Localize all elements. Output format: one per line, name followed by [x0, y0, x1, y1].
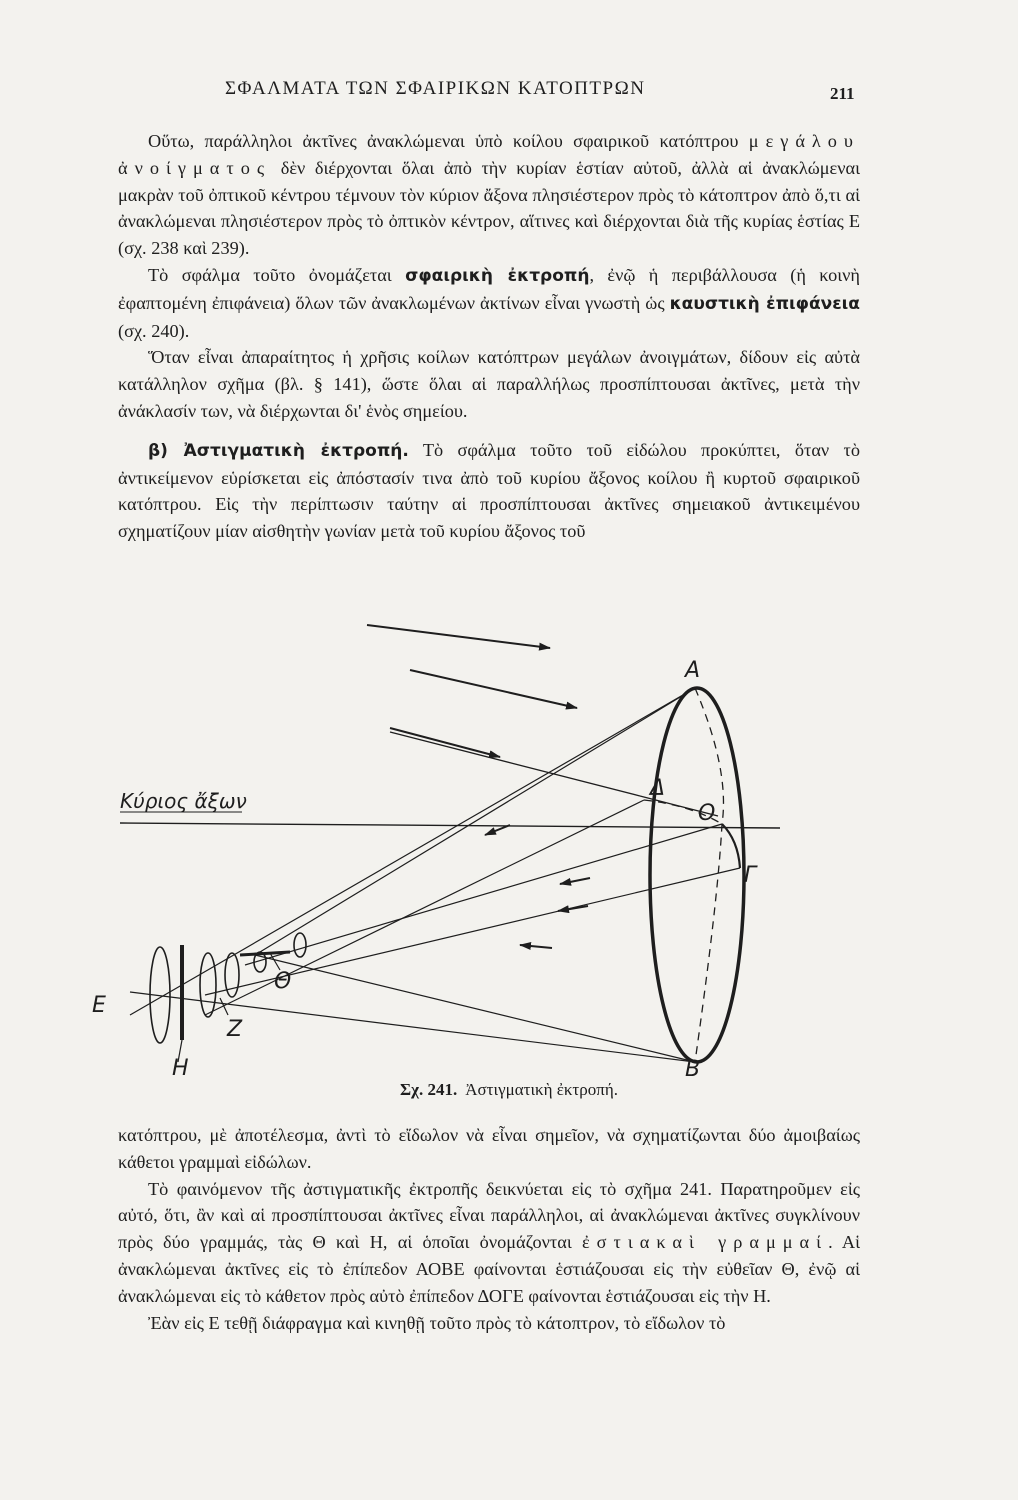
beam-cross-section [225, 953, 239, 997]
principal-axis-line [120, 823, 780, 828]
label-G: Γ [744, 863, 757, 888]
term-spherical-aberration: σφαιρικὴ ἐκτροπή [405, 265, 590, 286]
mirror-outline [650, 688, 744, 1062]
page-number: 211 [830, 84, 855, 103]
label-O: O [698, 801, 716, 826]
paragraph-diaphragm: Ἐὰν εἰς Ε τεθῇ διάφραγμα καὶ κινηθῇ τοῦτο πρὸς τὸ κάτοπτρον, τὸ εἴδωλον τὸ [148, 1312, 726, 1333]
paragraph-spherical-2 [118, 262, 860, 344]
label-Theta: Θ [274, 969, 292, 994]
reflected-direction-arrow [558, 906, 588, 911]
caption-text: Ἀστιγματικὴ ἐκτροπή. [465, 1080, 618, 1099]
label-A: A [685, 658, 701, 683]
reflected-ray [255, 955, 695, 1062]
incident-ray [367, 625, 550, 648]
reflected-direction-arrow [560, 878, 590, 884]
incident-ray [390, 728, 500, 757]
beam-cross-section [294, 933, 306, 957]
paragraph-spherical-1 [118, 128, 860, 262]
text-run: Τὸ φαινόμενον τῆς ἀστιγματικῆς ἐκτροπῆς δεικνύεται εἰς τὸ σχῆμα 241. Παρατηροῦμεν εἰς αὐτό, ὅτι, ἂν καὶ αἱ προσπίπτουσαι ἀκτῖνες εἶναι παράλληλοι, αἱ ἀνακλώμεναι ἀκτῖνες συγκλίνουν πρὸς δύο γραμμάς, τὰς Θ καὶ Η, αἱ ὁποῖαι ὀνομάζονται [118, 1178, 860, 1253]
label-B: B [685, 1057, 701, 1080]
text-run: δὲν διέρχονται ὅλαι ἀπὸ τὴν κυρίαν ἑστίαν αὐτοῦ, ἀλλὰ αἱ ἀνακλώμεναι μακρὰν τοῦ ὀπτικοῦ κέντρου τέμνουν τὸν κύριον ἄξονα πλησιέστερον πρὸς τὸ κάτοπτρον ἀπὸ ὅ,τι αἱ ἀνακλώμεναι πλησιέστερον πρὸς τὸ ὀπτικὸν κέντρον, αἵτινες καὶ διέρχονται διὰ τῆς κυρίας ἑστίας Ε (σχ. 238 καὶ 239). [118, 157, 860, 259]
running-head: ΣΦΑΛΜΑΤΑ ΤΩΝ ΣΦΑΙΡΙΚΩΝ ΚΑΤΟΠΤΡΩΝ [225, 78, 646, 99]
lower-text [118, 1122, 860, 1336]
spaced-emphasis: μεγάλου ἀνοίγματος [118, 131, 860, 178]
text-run: , ἐνῷ ἡ περιβάλλουσα (ἡ κοινὴ ἐφαπτομένη ἐπιφάνεια) ὅλων τῶν ἀνακλωμένων ἀκτίνων εἶναι γνωστὴ ὡς [118, 264, 860, 313]
paragraph-continued: κατόπτρου, μὲ ἀποτέλεσμα, ἀντὶ τὸ εἴδωλον νὰ εἶναι σημεῖον, νὰ σχηματίζωνται δύο ἀμοιβαίως κάθετοι γραμμαὶ εἰδώλων. [118, 1125, 860, 1172]
upper-text [118, 128, 860, 545]
term-caustic-surface: καυστικὴ ἐπιφάνεια [669, 293, 860, 314]
label-E: E [92, 993, 106, 1018]
page-header [0, 78, 1018, 104]
beam-cross-section [200, 953, 216, 1017]
caption-number: Σχ. 241. [400, 1080, 458, 1099]
paragraph-astigmatism [118, 437, 860, 545]
axis-label: Κύριος ἄξων [120, 789, 247, 813]
mirror-horizontal-section [722, 824, 740, 868]
text-run: Τὸ σφάλμα τοῦτο τοῦ εἰδώλου προκύπτει, ὅταν τὸ ἀντικείμενον εὑρίσκεται εἰς ἀπόστασίν τινα ἀπὸ τοῦ κυρίου ἄξονος κοίλου ἢ κυρτοῦ σφαιρικοῦ κατόπτρου. Εἰς τὴν περίπτωσιν ταύτην αἱ προσπίπτουσαι ἀκτῖνες σημειακοῦ ἀντικειμένου σχηματίζουν μίαν αἰσθητὴν γωνίαν μετὰ τοῦ κυρίου ἄξονος τοῦ [118, 439, 860, 542]
section-heading: β) Ἀστιγματικὴ ἐκτροπή. [148, 440, 409, 461]
focal-line-theta [240, 952, 290, 955]
incident-ray [410, 670, 577, 708]
label-H: H [172, 1056, 189, 1080]
paragraph-phenomenon [118, 1176, 860, 1310]
spaced-emphasis: ἐστιακαὶ γραμμαί [582, 1232, 829, 1253]
figure-241-diagram [90, 600, 890, 1080]
label-D: Δ [650, 776, 666, 801]
text-run: (σχ. 240). [118, 320, 190, 341]
reflected-ray [255, 688, 695, 955]
text-run: . Αἱ ἀνακλώμεναι ἀκτῖνες εἰς τὸ ἐπίπεδον ΑΟΒΕ φαίνονται ἑστιάζουσαι εἰς τὴν εὐθεῖαν Θ, ἐνῷ αἱ ἀνακλώμεναι εἰς τὸ κάθετον πρὸς αὐτὸ ἐπίπεδον ΔΟΓΕ φαίνονται ἑστιάζουσαι εἰς τὴν Η. [118, 1232, 860, 1306]
paragraph-spherical-3: Ὅταν εἶναι ἀπαραίτητος ἡ χρῆσις κοίλων κατόπτρων μεγάλων ἀνοιγμάτων, δίδουν εἰς αὐτὰ κατάλληλον σχῆμα (βλ. § 141), ὥστε ὅλαι αἱ παραλλήλως προσπίπτουσαι ἀκτῖνες, μετὰ τὴν ἀνάκλασίν των, νὰ διέρχωνται δι' ἑνὸς σημείου. [118, 347, 860, 421]
text-run: Τὸ σφάλμα τοῦτο ὀνομάζεται [148, 264, 406, 285]
text-run: Οὕτω, παράλληλοι ἀκτῖνες ἀνακλώμεναι ὑπὸ κοίλου σφαιρικοῦ κατόπτρου [148, 131, 749, 151]
reflected-direction-arrow [520, 945, 552, 948]
figure-caption [0, 1080, 1018, 1100]
label-Z: Z [227, 1017, 243, 1042]
